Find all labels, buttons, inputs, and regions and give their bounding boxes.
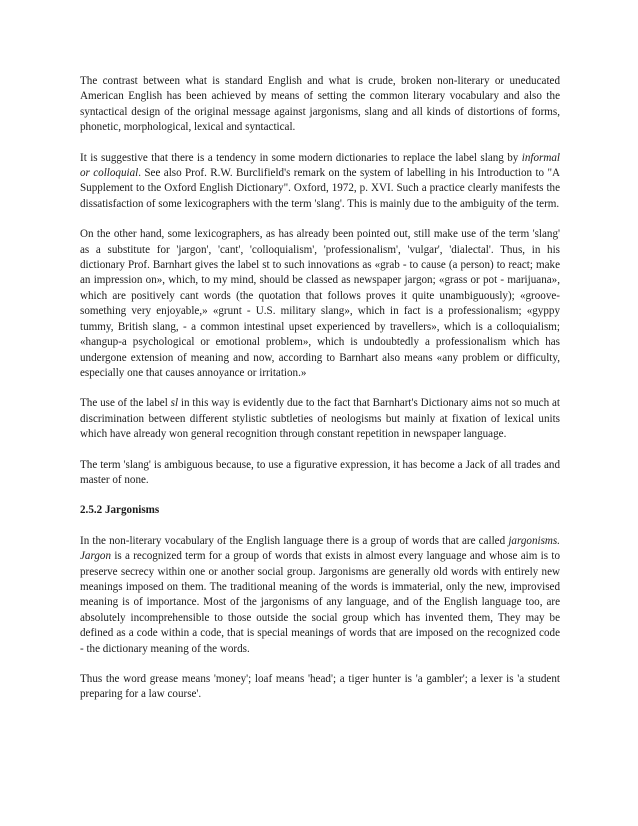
paragraph-ambiguous: The term 'slang' is ambiguous because, to use a figurative expression, it has become a Jack of all trades and master of none. [80, 458, 560, 486]
paragraph-contrast: The contrast between what is standard English and what is crude, broken non-literary or uneducated American English has been achieved by means of setting the common literary vocabulary and also the syntactical design of the original message against jargonisms, slang and all kinds of distortions of forms, phonetic, morphological, lexical and syntactical. [80, 75, 560, 134]
italic-term: sl [170, 397, 179, 410]
paragraph-lexicographers: On the other hand, some lexicographers, as has already been pointed out, still make use of the term 'slang' as a substitute for 'jargon', 'cant', 'colloquialism', 'professionalism', 'vulgar', 'dialectal'. Thus, in his dictionary Prof. Barnhart gives the label st to such innovations as «grab - to cause (a person) to react; make an impression on», which, to my mind, should be classed as newspaper jargon; «grass or pot - marijuana», which are positively cant words (the quotation that follows proves it quite unambiguously); «groove-something very enjoyable,» «grunt - U.S. military slang», which in fact is a professionalism; «gyppy tummy, British slang, - a common intestinal upset experienced by travellers», which is a colloquialism; «hangup-a psychological or emotional problem», which is undoubtedly a professionalism which has undergone extension of meaning and now, according to Barnhart also means «any problem or difficulty, especially one that causes annoyance or irritation.» [80, 228, 560, 379]
text-run: is a recognized term for a group of words that exists in almost every language and whose aim is to preserve secrecy within one or another social group. Jargonisms are generally old words with entirely new meanings imposed on them. The traditional meaning of the words is immaterial, only the new, improvised meaning is of importance. Most of the jargonisms of any language, and of the English language too, are absolutely incomprehensible to those outside the social group which has invented them, They may be defined as a code within a code, that is special meanings of words that are imposed on the recognized code - the dictionary meaning of the words. [80, 550, 560, 655]
document-page [80, 74, 560, 718]
italic-term: informal or colloquial [80, 151, 560, 180]
paragraph-label-sl [80, 396, 560, 442]
text-run: It is suggestive that there is a tendency in some modern dictionaries to replace the label slang by [80, 151, 522, 164]
text-run: . See also Prof. R.W. Burclifield's remark on the system of labelling in his Introduction to "A Supplement to the Oxford English Dictionary". Oxford, 1972, p. XVI. Such a practice clearly manifests the dissatisfaction of some lexicographers with the term 'slang'. This is mainly due to the ambiguity of the term. [80, 167, 561, 210]
text-run: In the non-literary vocabulary of the English language there is a group of words that are called [80, 534, 509, 547]
paragraph-slang-label [80, 151, 560, 213]
paragraph-examples: Thus the word grease means 'money'; loaf means 'head'; a tiger hunter is 'a gambler'; a lexer is 'a student preparing for a law course'. [80, 673, 560, 701]
paragraph-jargonisms [80, 534, 560, 657]
section-heading: 2.5.2 Jargonisms [80, 504, 160, 517]
italic-term: jargonisms. Jargon [80, 534, 560, 563]
text-run: The use of the label [80, 397, 171, 410]
text-run: in this way is evidently due to the fact that Barnhart's Dictionary aims not so much at discrimination between different stylistic subtleties of neologisms but mainly at fixation of lexical units which have already won general recognition through constant repetition in newspaper language. [80, 397, 560, 441]
